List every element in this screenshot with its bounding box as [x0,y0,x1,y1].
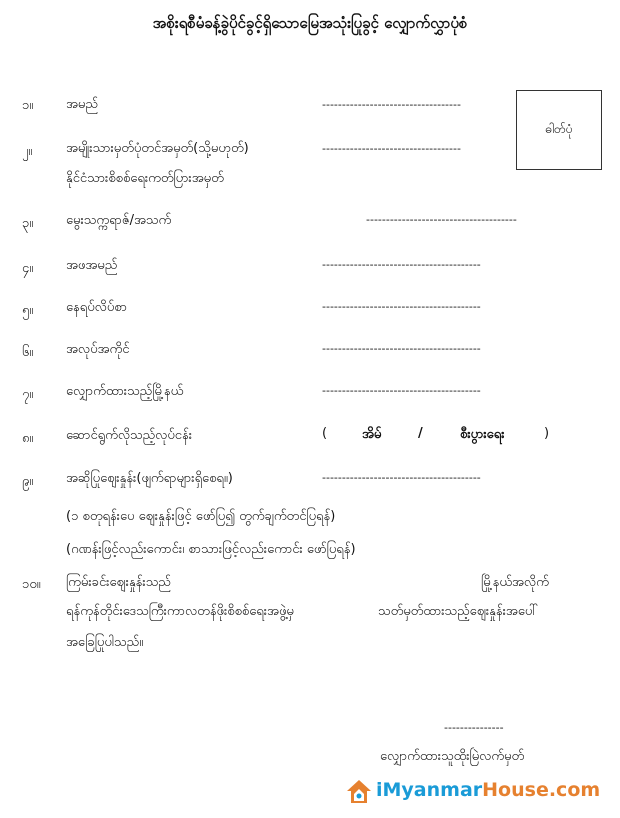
purpose-option-business[interactable]: စီးပွားရေး [460,427,505,442]
field-number: ၈။ [22,431,34,446]
field-number: ၁။ [22,98,34,113]
note-per-square-foot: (၁ စတုရန်းပေ ဈေးနှုန်းဖြင့် ဖော်ပြ၍ တွက်ချက်တင်ပြရန်) [66,509,336,524]
field-label-address: နေရပ်လိပ်စာ [66,300,127,315]
field-label-name: အမည် [66,97,98,112]
field-blank-township: ---------------------------------------- [322,384,481,397]
para-line1-end: မြို့နယ်အလိုက် [481,575,549,590]
field-number: ၃။ [22,216,34,231]
field-blank-address: ---------------------------------------- [322,300,481,313]
para-line3: အခြေပြုပါသည်။ [66,635,144,650]
signature-label: လျှောက်ထားသူထိုးမြဲလက်မှတ် [380,749,525,764]
field-number: ၂။ [22,144,33,159]
field-label-purpose: ဆောင်ရွက်လိုသည့်လုပ်ငန်း [66,428,193,443]
field-blank-nrc: ----------------------------------- [322,142,461,155]
form-title: အစိုးရစီမံခန့်ခွဲပိုင်ခွင့်ရှိသောမြေအသုံးပြုခွင့် လျှောက်လွှာပုံစံ [152,14,468,32]
field-number: ၇။ [22,387,34,402]
signature-blank: --------------- [444,721,504,734]
field-blank-father: ---------------------------------------- [322,258,481,271]
para-line2-end: သတ်မှတ်ထားသည့်ဈေးနှုန်းအပေါ် [378,604,539,619]
logo-part2: House.com [482,779,601,801]
note-number-and-words: (ဂဏန်းဖြင့်လည်းကောင်း၊ စာသားဖြင့်လည်းကောင်း ဖော်ပြရန်) [66,542,356,557]
field-number: ၉။ [22,474,34,489]
purpose-close-paren: ) [544,426,550,441]
purpose-separator: / [418,426,423,441]
field-label-township: လျှောက်ထားသည့်မြို့နယ် [66,384,184,399]
photo-box [516,90,602,170]
logo-part1: iMyanmar [376,779,483,801]
field-label-nrc: အမျိုးသားမှတ်ပုံတင်အမှတ်(သို့မဟုတ်) [66,141,249,156]
house-logo-icon [344,776,374,806]
field-blank-name: ----------------------------------- [322,98,461,111]
purpose-option-house[interactable]: အိမ် [362,427,382,442]
para-line2-start: ရန်ကုန်တိုင်းဒေသကြီးကာလတန်ဖိုးစိစစ်ရေးအဖွဲ့မှ [66,604,294,619]
para-line1-start: ကြမ်းခင်းဈေးနှုန်းသည် [66,575,171,590]
field-label-nrc-alt: နိုင်ငံသားစိစစ်ရေးကတ်ပြားအမှတ် [66,171,224,186]
field-label-occupation: အလုပ်အကိုင် [66,342,130,357]
field-blank-price: ---------------------------------------- [322,471,481,484]
photo-box-label: ဓါတ်ပုံ [545,122,573,136]
watermark-logo [376,779,600,801]
field-label-price: အဆိုပြုဈေးနှုန်း(ဖျက်ရာများရှိစေရ။) [66,471,233,486]
field-blank-birth: -------------------------------------- [366,213,517,226]
purpose-open-paren: ( [322,426,328,441]
field-number: ၆။ [22,345,34,360]
field-label-birth: မွေးသက္ကရာဇ်/အသက် [66,213,172,228]
field-label-father: အဖအမည် [66,258,118,273]
field-number: ၄။ [22,261,34,276]
field-number: ၁၀။ [22,577,41,592]
field-blank-occupation: ---------------------------------------- [322,342,481,355]
field-number: ၅။ [22,303,34,318]
